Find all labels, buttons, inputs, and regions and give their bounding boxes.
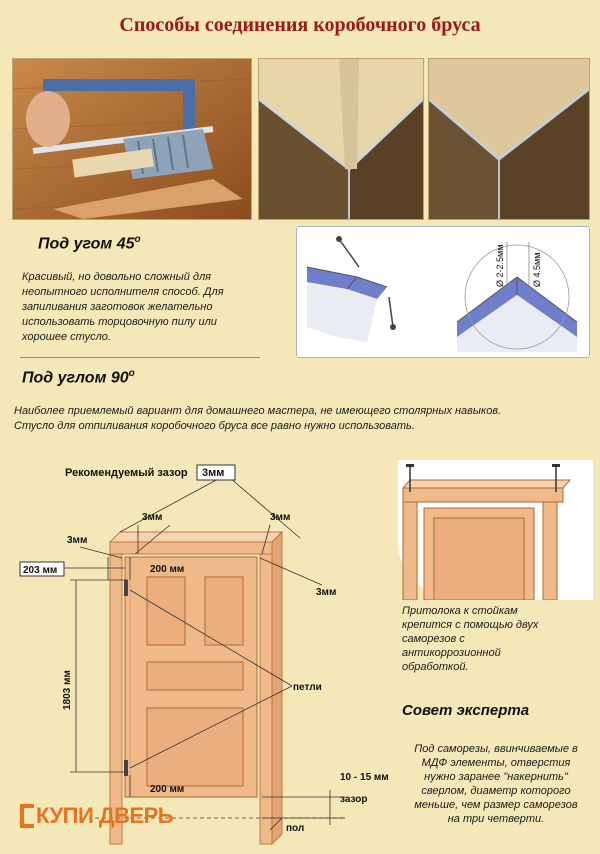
section-90-text: Наиболее приемлемый вариант для домашнего мастера, не имеющего столярных навыков. Стусло для отпиливания коробочного бруса все равно нужно использовать. xyxy=(14,405,502,432)
joint-45-drawing xyxy=(307,236,396,342)
recommended-gap-label: Рекомендуемый зазор xyxy=(65,467,188,479)
expert-heading: Совет эксперта xyxy=(402,702,530,719)
door-leaf xyxy=(125,557,257,797)
joint-90-photo xyxy=(428,58,590,220)
dim-203: 203 мм xyxy=(23,565,58,576)
floor-gap-range: 10 - 15 мм xyxy=(340,772,389,783)
hinge-bottom xyxy=(124,760,128,776)
drill-diameter-small: Ø 2-2.5мм xyxy=(495,244,505,287)
joint-90-drawing xyxy=(457,242,577,352)
joint-45-photo xyxy=(258,58,424,220)
door-frame-diagram xyxy=(0,450,390,850)
lintel-detail xyxy=(398,460,593,600)
expert-text: Под саморезы, ввинчиваемые в МДФ элементы, отверстия нужно заранее "накернить" сверлом, диаметр которого меньше, чем размер саморезов на три четверти. xyxy=(414,743,578,825)
drill-diameter-large: Ø 4.5мм xyxy=(532,252,542,287)
recommended-gap-value: 3мм xyxy=(202,467,225,479)
gap-right: 3мм xyxy=(316,587,337,598)
gap-left: 3мм xyxy=(67,535,88,546)
page-title: Способы соединения коробочного бруса xyxy=(119,14,481,36)
gap-top-left: 3мм xyxy=(142,512,163,523)
miter-saw-photo xyxy=(12,58,252,220)
dim-200-top: 200 мм xyxy=(150,564,185,575)
angle-joint-diagram xyxy=(296,226,590,358)
dim-1803: 1803 мм xyxy=(62,670,73,710)
floor-gap-label: зазор xyxy=(340,794,368,805)
hinges-label: петли xyxy=(293,682,322,693)
dim-200-bottom: 200 мм xyxy=(150,784,185,795)
logo-text: КУПИ ДВЕРЬ xyxy=(36,803,174,828)
brand-logo xyxy=(20,800,173,832)
hinge-top xyxy=(124,580,128,596)
section-45-text: Красивый, но довольно сложный для неопытного исполнителя способ. Для запиливания заготовок желательно использовать торцовочную пилу или хорошее стусло. xyxy=(22,271,224,343)
logo-bracket-icon xyxy=(20,804,34,828)
lintel-note: Притолока к стойкам крепится с помощью двух саморезов с антикоррозионной обработкой. xyxy=(402,605,539,673)
floor-label: пол xyxy=(286,823,305,834)
divider xyxy=(20,357,260,358)
section-90-heading: Под углом $90^о$ xyxy=(22,368,135,387)
section-45-heading: Под угом $45^о$ xyxy=(38,234,141,253)
gap-top-right: 3мм xyxy=(270,512,291,523)
